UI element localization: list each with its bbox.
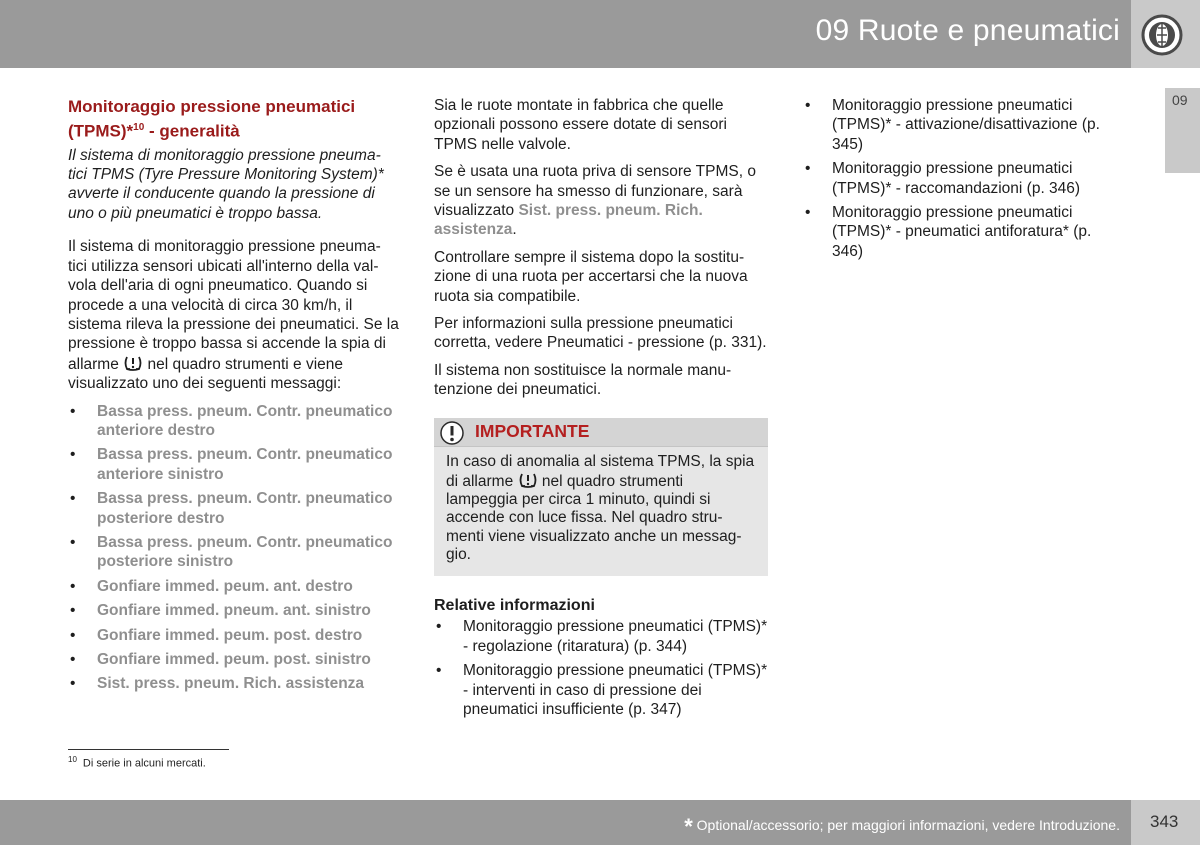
tire-pressure-warning-icon	[518, 471, 538, 489]
footer-note	[684, 814, 1120, 840]
related-info-title: Relative informazioni	[434, 596, 595, 614]
important-notice-text: In caso di anomalia al sistema TPMS, la spia di allarme	[446, 452, 755, 490]
related-link[interactable]	[434, 661, 768, 719]
bullet: •	[70, 533, 76, 551]
section-title-footnote-ref: 10	[133, 122, 145, 133]
bullet: •	[70, 675, 76, 693]
body-paragraph: Sia le ruote montate in fabbrica che quelle opzionali possono essere dotate di sensori TPMS nelle valvole.	[434, 97, 727, 153]
asterisk-marker: *	[684, 814, 693, 839]
list-item	[68, 601, 403, 620]
footnote-text: Di serie in alcuni mercati.	[82, 757, 206, 770]
section-intro: Il sistema di monitoraggio pressione pneuma- tici TPMS (Tyre Pressure Monitoring System)* avverte il conducente quando la pressione di uno o più pneumatici è troppo bassa.	[68, 146, 384, 222]
related-link-text: Monitoraggio pressione pneumatici (TPMS)* - interventi in caso di pressione dei pneumatici insufficiente (p. 347)	[463, 662, 768, 718]
section-title-tail: - generalità	[144, 121, 240, 141]
body-paragraph	[68, 237, 403, 393]
list-item	[68, 650, 403, 669]
related-info-list	[434, 617, 768, 719]
list-item	[68, 577, 403, 596]
exclamation-icon	[440, 421, 464, 445]
body-paragraph: Per informazioni sulla pressione pneumatici corretta, vedere Pneumatici - pressione (p. 331).	[434, 315, 767, 352]
related-link-text: Monitoraggio pressione pneumatici (TPMS)* - attivazione/disattivazione (p. 345)	[832, 97, 1100, 153]
bullet: •	[436, 662, 442, 680]
bullet: •	[70, 602, 76, 620]
important-notice-header	[434, 418, 768, 447]
list-item	[68, 533, 403, 572]
important-notice	[434, 418, 768, 576]
section-title-main: Monitoraggio pressione pneumatici (TPMS)*	[68, 97, 356, 141]
list-item	[68, 402, 403, 441]
footnote	[68, 755, 206, 770]
footnote-divider	[68, 749, 229, 750]
column-2	[434, 96, 768, 724]
bullet: •	[805, 97, 811, 114]
body-paragraph: Controllare sempre il sistema dopo la sostitu- zione di una ruota per accertarsi che la nuova ruota sia compatibile.	[434, 248, 748, 305]
related-info-list	[803, 96, 1103, 261]
bullet: •	[70, 490, 76, 508]
list-item	[68, 489, 403, 528]
bullet: •	[805, 160, 811, 178]
warning-message: Bassa press. pneum. Contr. pneumatico posteriore destro	[97, 490, 393, 527]
related-link-text: Monitoraggio pressione pneumatici (TPMS)* - pneumatici antiforatura* (p. 346)	[832, 204, 1092, 260]
related-link-text: Monitoraggio pressione pneumatici (TPMS)* - regolazione (ritaratura) (p. 344)	[463, 618, 768, 655]
warning-message: Gonfiare immed. pneum. ant. sinistro	[97, 602, 371, 620]
important-notice-body	[434, 447, 768, 576]
important-notice-text-cont: nel quadro strumenti lampeggia per circa 1 minuto, quindi si accende con luce fissa. Nel quadro stru- menti viene visualizzato anche un messag- gio.	[446, 472, 742, 563]
warning-message: Gonfiare immed. peum. post. destro	[97, 626, 363, 644]
tire-pressure-warning-icon	[123, 354, 143, 372]
body-paragraph-text: Se è usata una ruota priva di sensore TPMS, o se un sensore ha smesso di funzionare, sarà visualizzato	[434, 163, 756, 220]
body-paragraph	[434, 162, 768, 240]
related-link[interactable]	[803, 203, 1103, 261]
chapter-title: 09 Ruote e pneumatici	[815, 14, 1120, 47]
important-notice-title: IMPORTANTE	[475, 420, 590, 441]
warning-message: Sist. press. pneum. Rich. assistenza	[97, 675, 365, 693]
related-link[interactable]	[803, 96, 1103, 154]
warning-message: Gonfiare immed. peum. post. sinistro	[97, 651, 371, 668]
section-title	[68, 96, 403, 142]
bullet: •	[805, 204, 811, 222]
bullet: •	[70, 651, 76, 668]
warning-message: Bassa press. pneum. Contr. pneumatico posteriore sinistro	[97, 533, 393, 571]
related-link[interactable]	[803, 159, 1103, 198]
page-number: 343	[1150, 812, 1179, 831]
bullet: •	[70, 577, 76, 595]
sentence-end: .	[512, 221, 517, 239]
body-paragraph-text-cont: nel quadro strumenti e viene visualizzato uno dei seguenti messaggi:	[68, 355, 344, 393]
related-link-text: Monitoraggio pressione pneumatici (TPMS)* - raccomandazioni (p. 346)	[832, 160, 1081, 197]
list-item	[68, 626, 403, 645]
body-paragraph: Il sistema non sostituisce la normale manu- tenzione dei pneumatici.	[434, 361, 732, 399]
list-item	[68, 445, 403, 484]
chapter-side-tab-label: 09	[1172, 92, 1188, 108]
warning-message: Gonfiare immed. peum. ant. destro	[97, 577, 353, 595]
body-paragraph-text: Il sistema di monitoraggio pressione pneuma- tici utilizza sensori ubicati all'interno della val- vola dell'aria di ogni pneumatico. Quando si procede a una velocità di circa 30 km/h, il sistema rileva la pressione dei pneumatici. Se la pressione è troppo bassa si accende la spia di allarme	[68, 238, 399, 373]
tire-icon	[1141, 14, 1183, 56]
bullet: •	[70, 446, 76, 464]
footnote-number: 10	[68, 755, 77, 764]
warning-message-inline: Sist. press. pneum. Rich. assistenza	[434, 202, 703, 239]
list-item	[68, 674, 403, 693]
column-1	[68, 96, 403, 699]
bullet: •	[70, 626, 76, 644]
footer-note-text: Optional/accessorio; per maggiori informazioni, vedere Introduzione.	[696, 817, 1120, 833]
bullet: •	[436, 618, 442, 636]
bullet: •	[70, 402, 76, 420]
column-3	[803, 96, 1103, 266]
warning-message: Bassa press. pneum. Contr. pneumatico anteriore destro	[97, 402, 393, 439]
related-link[interactable]	[434, 617, 768, 656]
warning-message: Bassa press. pneum. Contr. pneumatico anteriore sinistro	[97, 446, 393, 483]
warning-message-list	[68, 402, 403, 694]
